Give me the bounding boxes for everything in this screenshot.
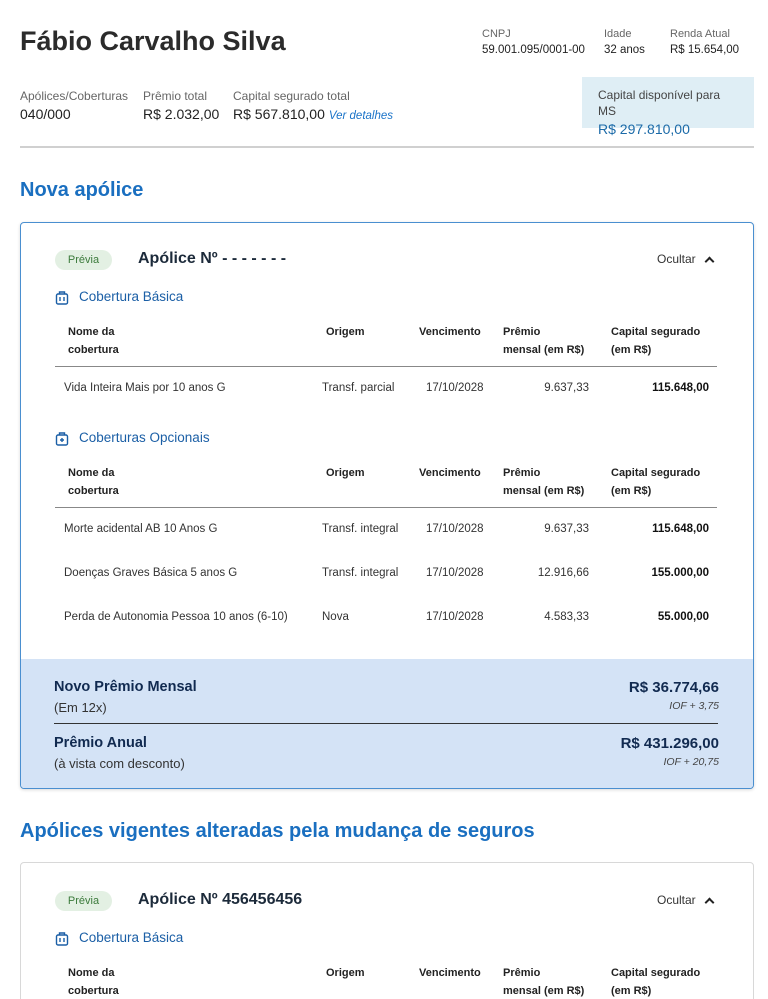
capital-total-label: Capital segurado total	[233, 89, 350, 103]
medical-bag-icon	[55, 431, 69, 446]
cobertura-capital: 155.000,00	[651, 567, 709, 579]
cobertura-origem: Transf. integral	[322, 567, 399, 579]
col-capital	[611, 323, 700, 359]
col-nome	[68, 464, 119, 500]
apolices-vigentes-title: Apólices vigentes alteradas pela mudança de seguros	[20, 820, 535, 842]
cobertura-origem: Transf. integral	[322, 523, 399, 535]
cnpj-label: CNPJ	[482, 28, 511, 40]
cobertura-basica-title: Cobertura Básica	[79, 289, 184, 304]
cobertura-capital: 115.648,00	[652, 382, 709, 394]
col-capital-line1: Capital segurado	[611, 326, 701, 338]
col-nome-line2: cobertura	[68, 485, 119, 497]
cnpj-value: 59.001.095/0001-00	[482, 44, 585, 56]
col-capital	[611, 964, 700, 999]
col-premio-line1: Prêmio	[503, 967, 541, 979]
cobertura-premio: 9.637,33	[544, 523, 589, 535]
premio-anual-sub: (à vista com desconto)	[54, 756, 185, 771]
col-capital-line2: (em R$)	[611, 485, 652, 497]
cobertura-vencimento: 17/10/2028	[426, 382, 484, 394]
ocultar-label: Ocultar	[657, 252, 696, 266]
col-premio	[503, 964, 584, 999]
cobertura-origem: Nova	[322, 611, 349, 623]
apolice-number: Apólice Nº 456456456	[138, 891, 303, 908]
ocultar-toggle[interactable]	[657, 252, 713, 266]
col-premio-line1: Prêmio	[503, 326, 541, 338]
table-divider	[55, 366, 717, 367]
cobertura-premio: 9.637,33	[544, 382, 589, 394]
umbrella-icon	[55, 290, 69, 305]
cobertura-nome: Morte acidental AB 10 Anos G	[64, 523, 218, 535]
totals-panel	[21, 659, 753, 789]
cobertura-capital: 55.000,00	[657, 611, 709, 623]
cobertura-origem: Transf. parcial	[322, 382, 395, 394]
col-nome	[68, 323, 119, 359]
novo-premio-mensal-value: R$ 36.774,66	[628, 679, 719, 696]
capital-total-value: R$ 567.810,00	[233, 106, 325, 122]
nova-apolice-title: Nova apólice	[20, 179, 144, 201]
col-premio	[503, 323, 584, 359]
ocultar-toggle[interactable]	[657, 893, 713, 907]
apolices-value: 040/000	[20, 106, 71, 122]
cobertura-nome: Perda de Autonomia Pessoa 10 anos (6-10)	[64, 611, 288, 623]
capital-total-row	[233, 105, 393, 125]
col-capital-line2: (em R$)	[611, 344, 652, 356]
cobertura-vencimento: 17/10/2028	[426, 523, 484, 535]
nova-apolice-card	[20, 222, 754, 789]
premio-anual-label: Prêmio Anual	[54, 735, 147, 751]
cobertura-vencimento: 17/10/2028	[426, 611, 484, 623]
col-premio-line1: Prêmio	[503, 467, 541, 479]
coberturas-opcionais-title: Coberturas Opcionais	[79, 430, 210, 445]
capital-ms-value: R$ 297.810,00	[598, 121, 690, 137]
cobertura-basica-title: Cobertura Básica	[79, 930, 184, 945]
capital-summary	[233, 87, 393, 125]
idade-value: 32 anos	[604, 44, 645, 56]
apolice-number: Apólice Nº - - - - - - -	[138, 250, 287, 267]
col-premio-line2: mensal (em R$)	[503, 344, 585, 356]
col-nome-line2: cobertura	[68, 985, 119, 997]
col-premio	[503, 464, 584, 500]
renda-field	[670, 26, 739, 58]
novo-premio-mensal-label: Novo Prêmio Mensal	[54, 679, 197, 695]
premio-summary	[143, 87, 219, 123]
col-nome-line1: Nome da	[68, 467, 115, 479]
renda-value: R$ 15.654,00	[670, 44, 740, 56]
novo-premio-mensal-iof: IOF + 3,75	[669, 700, 719, 712]
capital-ms-label: Capital disponível para MS	[598, 88, 721, 118]
previa-badge: Prévia	[55, 250, 112, 270]
col-nome	[68, 964, 119, 999]
col-capital-line1: Capital segurado	[611, 967, 701, 979]
premio-total-label: Prêmio total	[143, 89, 208, 103]
idade-field	[604, 26, 645, 58]
cobertura-vencimento: 17/10/2028	[426, 567, 484, 579]
idade-label: Idade	[604, 28, 632, 40]
col-origem: Origem	[326, 467, 365, 479]
chevron-up-icon	[704, 898, 714, 908]
col-vencimento: Vencimento	[419, 326, 481, 338]
col-premio-line2: mensal (em R$)	[503, 485, 585, 497]
col-vencimento: Vencimento	[419, 967, 481, 979]
apolice-vigente-card	[20, 862, 754, 999]
col-nome-line1: Nome da	[68, 326, 115, 338]
cnpj-field	[482, 26, 585, 58]
premio-anual-iof: IOF + 20,75	[663, 756, 719, 768]
col-capital	[611, 464, 700, 500]
cobertura-nome: Vida Inteira Mais por 10 anos G	[64, 382, 226, 394]
header-divider	[20, 146, 754, 148]
col-premio-line2: mensal (em R$)	[503, 985, 585, 997]
table-divider	[55, 507, 717, 508]
cobertura-nome: Doenças Graves Básica 5 anos G	[64, 567, 238, 579]
col-origem: Origem	[326, 967, 365, 979]
premio-anual-value: R$ 431.296,00	[620, 735, 719, 752]
col-nome-line1: Nome da	[68, 967, 115, 979]
col-origem: Origem	[326, 326, 365, 338]
totals-divider	[54, 723, 718, 724]
renda-label: Renda Atual	[670, 28, 730, 40]
premio-total-value: R$ 2.032,00	[143, 106, 220, 122]
cobertura-premio: 4.583,33	[544, 611, 589, 623]
col-nome-line2: cobertura	[68, 344, 119, 356]
apolices-summary	[20, 87, 128, 123]
chevron-up-icon	[704, 257, 714, 267]
ver-detalhes-link[interactable]: Ver detalhes	[328, 110, 394, 122]
client-name: Fábio Carvalho Silva	[20, 26, 286, 56]
col-vencimento: Vencimento	[419, 467, 481, 479]
apolices-label: Apólices/Coberturas	[20, 89, 129, 103]
novo-premio-mensal-sub: (Em 12x)	[54, 700, 107, 715]
ocultar-label: Ocultar	[657, 893, 696, 907]
cobertura-premio: 12.916,66	[537, 567, 589, 579]
cobertura-capital: 115.648,00	[652, 523, 709, 535]
col-capital-line2: (em R$)	[611, 985, 652, 997]
umbrella-icon	[55, 931, 69, 946]
capital-ms-box	[582, 77, 754, 137]
previa-badge: Prévia	[55, 891, 112, 911]
col-capital-line1: Capital segurado	[611, 467, 701, 479]
